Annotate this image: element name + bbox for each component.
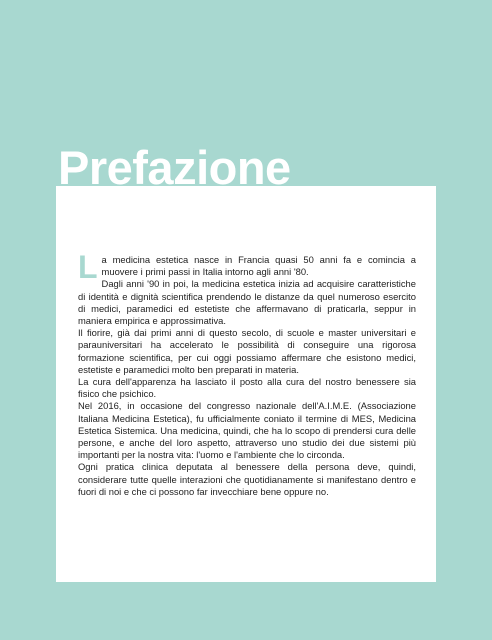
paragraph-3: Il fiorire, già dai primi anni di questo secolo, di scuole e master universitari e parauniversitari ha accelerato le possibilità di conseguire una rigorosa formazione scientifica, per cui oggi possiamo affermare che esistono medici, estetiste e paramedici molto ben preparati in materia. xyxy=(78,327,416,375)
paragraph-4: La cura dell'apparenza ha lasciato il posto alla cura del nostro benessere sia fisico che psichico. xyxy=(78,376,416,400)
paragraph-1 xyxy=(78,249,416,285)
preface-body xyxy=(78,249,416,498)
paragraph-5: Nel 2016, in occasione del congresso nazionale dell'A.I.M.E. (Associazione Italiana Medicina Estetica), fu ufficialmente coniato il termine di MES, Medicina Estetica Sistemica. Una medicina, quindi, che ha lo scopo di prendersi cura delle persone, e anche del loro aspetto, attraverso uno studio dei due sistemi più importanti per la nostra vita: l'uomo e l'ambiente che lo circonda. xyxy=(78,400,416,461)
paragraph-6: Ogni pratica clinica deputata al benessere della persona deve, quindi, considerare tutte quelle interazioni che quotidianamente si manifestano dentro e fuori di noi e che ci possono far invecchiare bene oppure no. xyxy=(78,461,416,497)
paragraph-1-text: a medicina estetica nasce in Francia quasi 50 anni fa e comincia a muovere i primi passi in Italia intorno agli anni '80. xyxy=(101,254,416,278)
page-title: Prefazione xyxy=(58,141,291,194)
drop-cap: L xyxy=(78,249,98,285)
paragraph-2: Dagli anni '90 in poi, la medicina estetica inizia ad acquisire caratteristiche di identità e dignità scientifica prendendo le distanze da quel numeroso esercito di medici, paramedici ed estetiste che affermavano di praticarla, seppur in maniera empirica e approssimativa. xyxy=(78,278,416,327)
